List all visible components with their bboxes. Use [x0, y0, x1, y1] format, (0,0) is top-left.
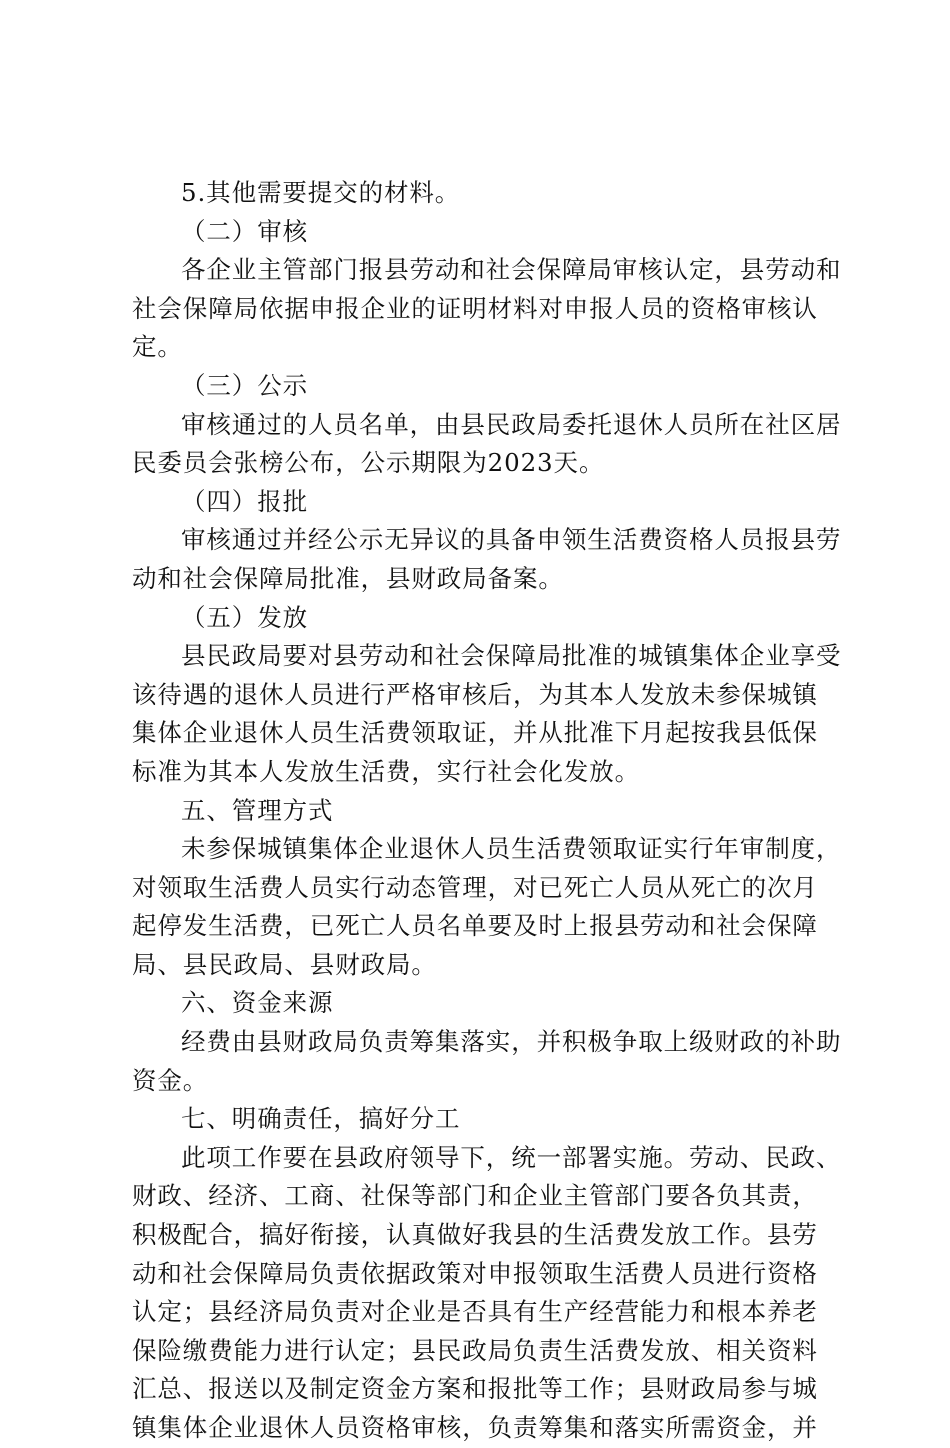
paragraph-review: [132, 251, 842, 367]
paragraph-line: 汇总、报送以及制定资金方案和报批等工作；县财政局参与城: [132, 1374, 818, 1404]
list-item-5: 5.其他需要提交的材料。: [181, 178, 461, 207]
paragraph-line: 该待遇的退休人员进行严格审核后，为其本人发放未参保城镇: [132, 679, 818, 709]
paragraph-publicity: [132, 406, 842, 483]
paragraph-line: 民委员会张榜公布，公示期限为2023天。: [132, 448, 605, 478]
paragraph-line: 局、县民政局、县财政局。: [132, 949, 437, 979]
paragraph-line: 动和社会保障局负责依据政策对申报领取生活费人员进行资格: [132, 1258, 818, 1288]
paragraph-line: 审核通过的人员名单，由县民政局委托退休人员所在社区居: [181, 409, 842, 439]
paragraph-line: 财政、经济、工商、社保等部门和企业主管部门要各负其责，: [132, 1181, 818, 1211]
paragraph-line: 起停发生活费，已死亡人员名单要及时上报县劳动和社会保障: [132, 911, 818, 941]
heading-responsibility: 七、明确责任，搞好分工: [181, 1104, 461, 1134]
paragraph-line: 定。: [132, 332, 183, 362]
paragraph-approval: [132, 521, 842, 598]
paragraph-responsibility: [132, 1139, 842, 1448]
paragraph-line: 审核通过并经公示无异议的具备申领生活费资格人员报县劳: [181, 525, 842, 555]
paragraph-line: 县民政局要对县劳动和社会保障局批准的城镇集体企业享受: [181, 641, 842, 671]
paragraph-line: 动和社会保障局批准，县财政局备案。: [132, 563, 564, 593]
paragraph-management: [132, 830, 842, 984]
document-body: [132, 174, 842, 1448]
heading-approval: （四）报批: [181, 486, 308, 516]
paragraph-line: 资金。: [132, 1065, 209, 1095]
paragraph-line: 此项工作要在县政府领导下，统一部署实施。劳动、民政、: [181, 1142, 842, 1172]
paragraph-line: 对领取生活费人员实行动态管理，对已死亡人员从死亡的次月: [132, 872, 818, 902]
heading-publicity: （三）公示: [181, 370, 308, 400]
paragraph-line: 积极配合，搞好衔接，认真做好我县的生活费发放工作。县劳: [132, 1220, 818, 1250]
paragraph-funding: [132, 1023, 842, 1100]
paragraph-line: 未参保城镇集体企业退休人员生活费领取证实行年审制度，: [181, 834, 842, 864]
paragraph-distribution: [132, 637, 842, 791]
paragraph-line: 社会保障局依据申报企业的证明材料对申报人员的资格审核认: [132, 293, 818, 323]
paragraph-line: 认定；县经济局负责对企业是否具有生产经营能力和根本养老: [132, 1297, 818, 1327]
heading-management: 五、管理方式: [181, 795, 334, 825]
heading-distribution: （五）发放: [181, 602, 308, 632]
paragraph-line: 经费由县财政局负责筹集落实，并积极争取上级财政的补助: [181, 1027, 842, 1057]
paragraph-line: 标准为其本人发放生活费，实行社会化发放。: [132, 756, 640, 786]
heading-funding: 六、资金来源: [181, 988, 334, 1018]
heading-review: （二）审核: [181, 216, 308, 246]
paragraph-line: 各企业主管部门报县劳动和社会保障局审核认定，县劳动和: [181, 255, 842, 285]
paragraph-line: 保险缴费能力进行认定；县民政局负责生活费发放、相关资料: [132, 1335, 818, 1365]
paragraph-line: 镇集体企业退休人员资格审核，负责筹集和落实所需资金，并: [132, 1413, 818, 1442]
paragraph-line: 集体企业退休人员生活费领取证，并从批准下月起按我县低保: [132, 718, 818, 748]
